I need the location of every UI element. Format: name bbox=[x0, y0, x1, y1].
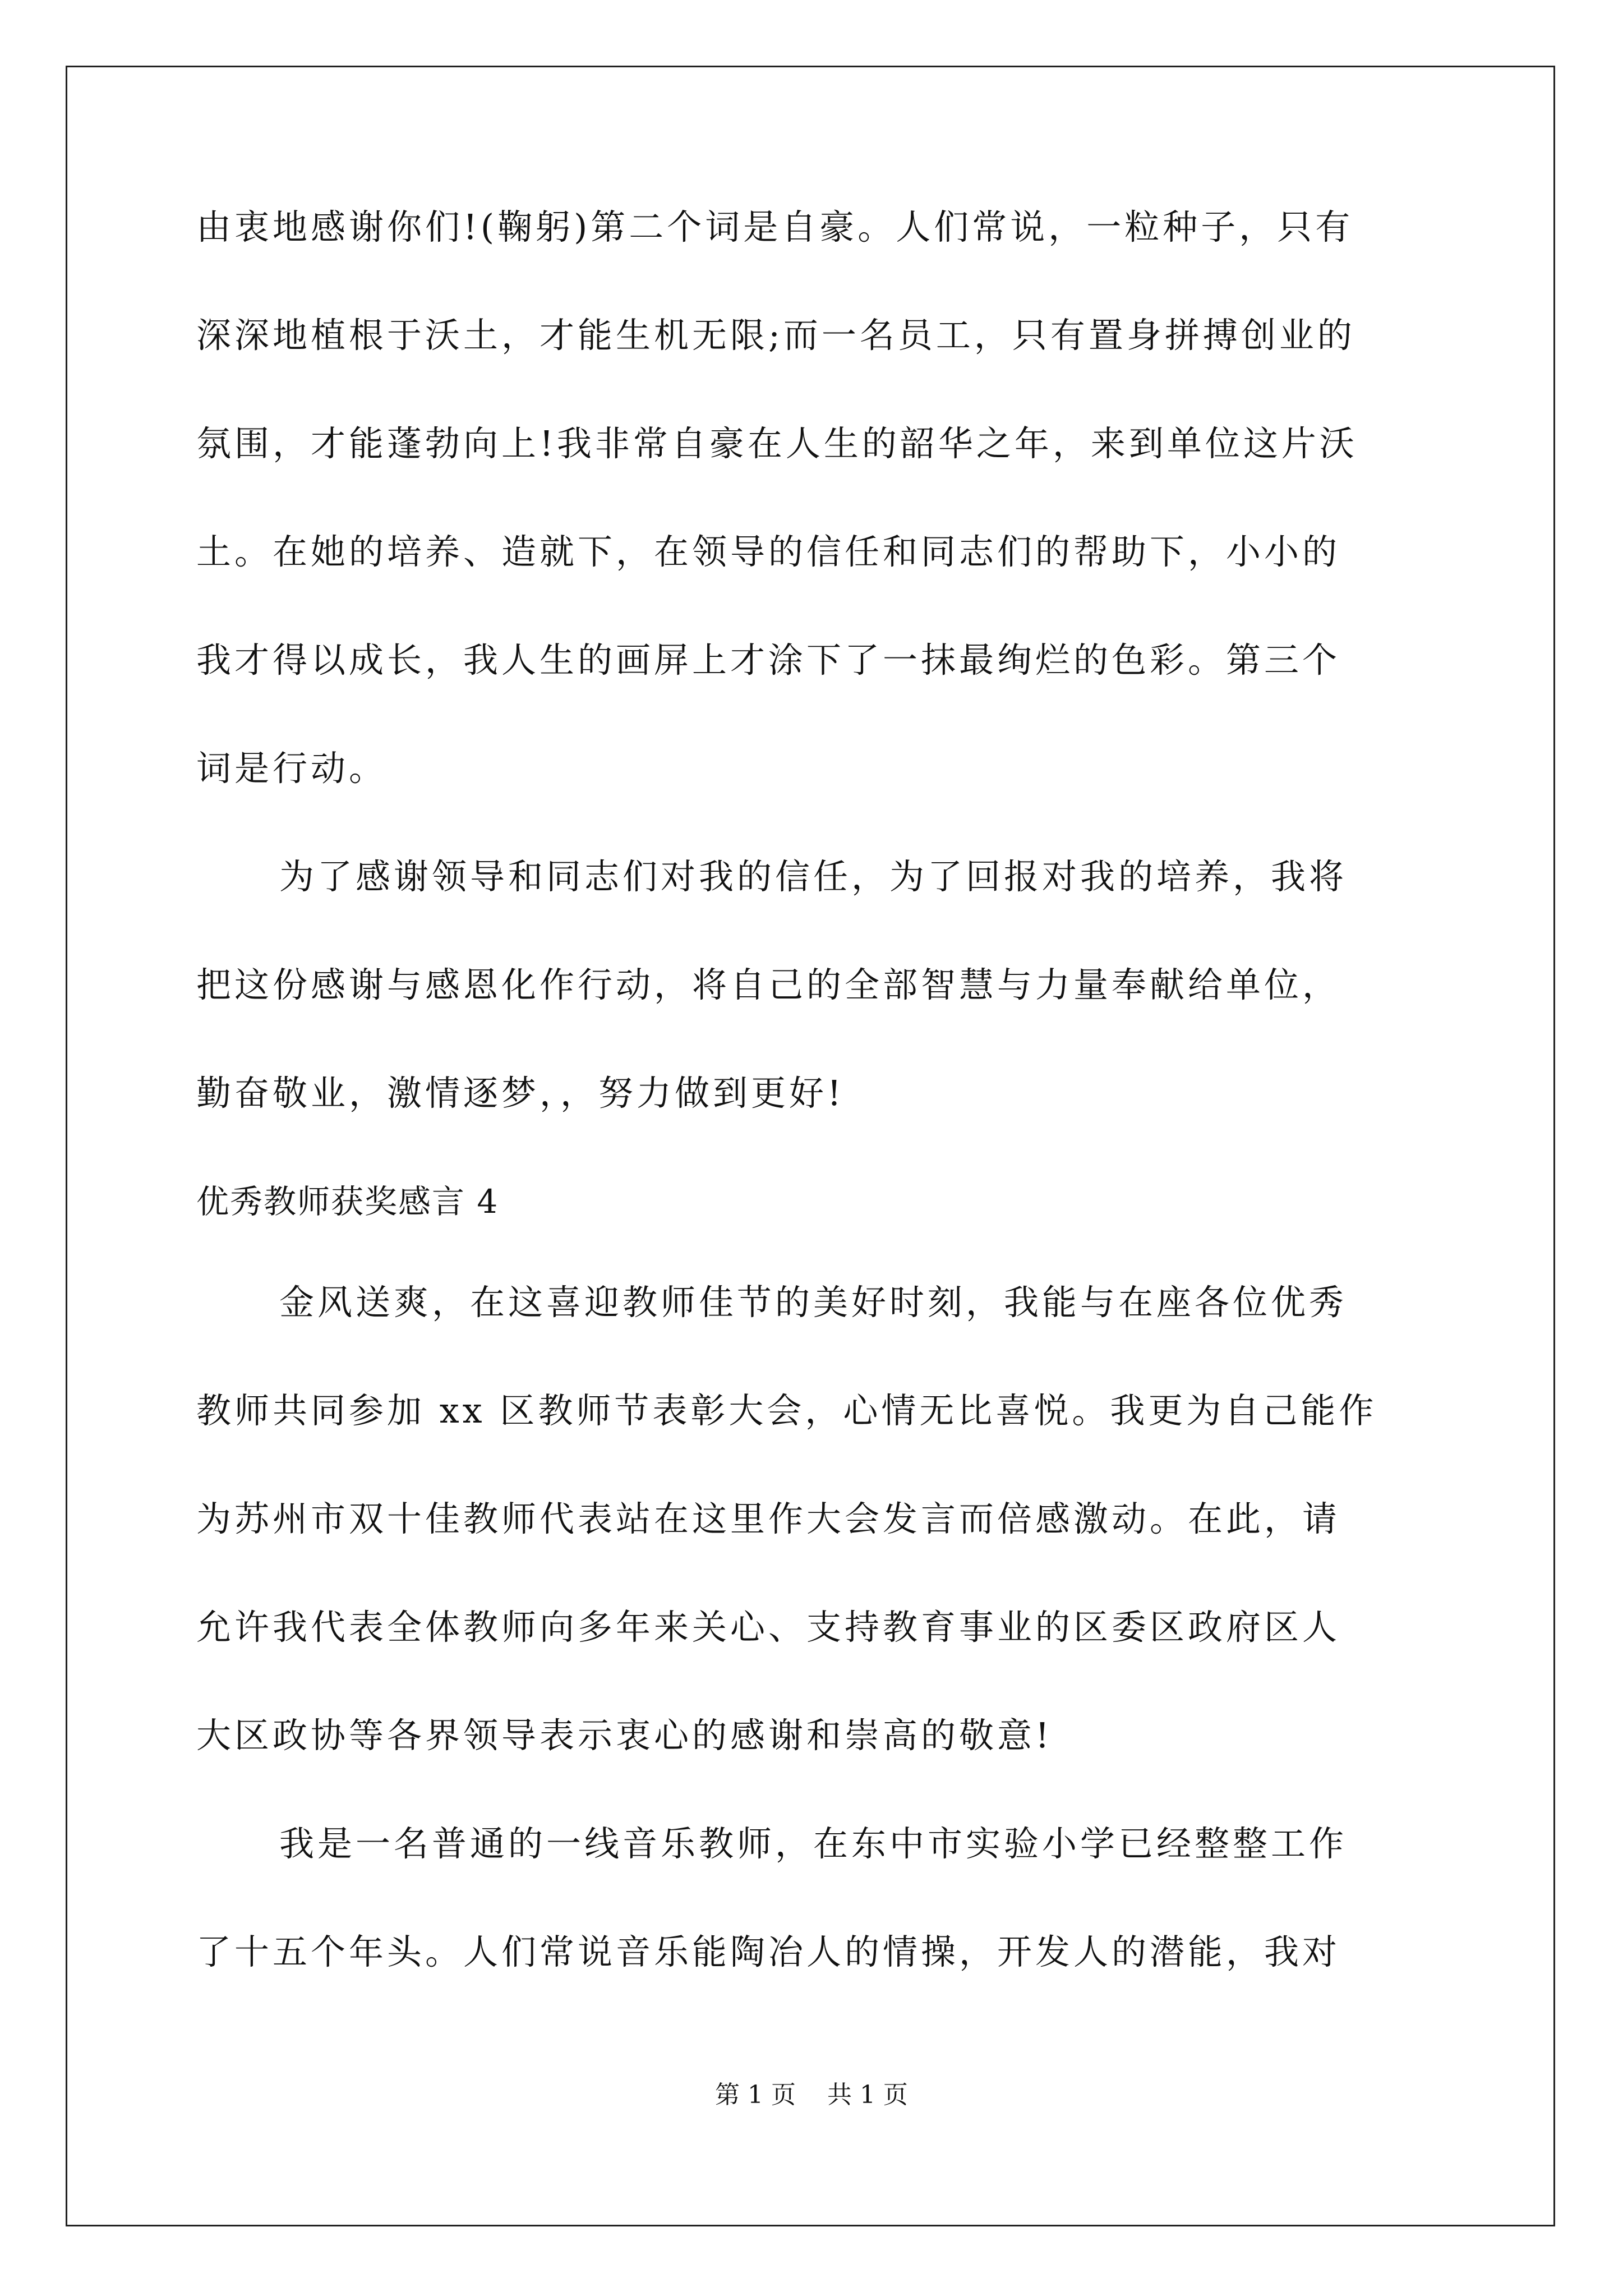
text-line: 金风送爽，在这喜迎教师佳节的美好时刻，我能与在座各位优秀 bbox=[279, 1282, 1348, 1323]
text-line: 把这份感谢与感恩化作行动，将自己的全部智慧与力量奉献给单位， bbox=[196, 964, 1341, 1005]
paragraph bbox=[196, 852, 1430, 1176]
document-body bbox=[196, 202, 1430, 2035]
text-line: 了十五个年头。人们常说音乐能陶冶人的情操，开发人的潜能，我对 bbox=[196, 1931, 1341, 1972]
text-line: 勤奋敬业，激情逐梦，，努力做到更好! bbox=[196, 1073, 845, 1114]
text-line: 土。在她的培养、造就下，在领导的信任和同志们的帮助下，小小的 bbox=[196, 531, 1341, 572]
paragraph bbox=[196, 1819, 1430, 2035]
text-line: 为了感谢领导和同志们对我的信任，为了回报对我的培养，我将 bbox=[279, 856, 1348, 897]
text-line: 我才得以成长，我人生的画屏上才涂下了一抹最绚烂的色彩。第三个 bbox=[196, 639, 1341, 680]
text-line: 氛围，才能蓬勃向上!我非常自豪在人生的韶华之年，来到单位这片沃 bbox=[196, 423, 1358, 464]
page-number: 第 1 页 共 1 页 bbox=[715, 2081, 908, 2109]
text-line: 深深地植根于沃土，才能生机无限;而一名员工，只有置身拼搏创业的 bbox=[196, 315, 1355, 356]
text-line: 教师共同参加 xx 区教师节表彰大会，心情无比喜悦。我更为自己能作 bbox=[196, 1390, 1377, 1431]
text-line: 词是行动。 bbox=[196, 748, 388, 789]
paragraph bbox=[196, 1277, 1430, 1819]
text-line: 允许我代表全体教师向多年来关心、支持教育事业的区委区政府区人 bbox=[196, 1607, 1341, 1648]
text-line: 大区政协等各界领导表示衷心的感谢和崇高的敬意! bbox=[196, 1715, 1053, 1756]
paragraph bbox=[196, 202, 1430, 852]
section-heading: 优秀教师获奖感言 4 bbox=[196, 1182, 499, 1221]
text-line: 由衷地感谢你们!(鞠躬)第二个词是自豪。人们常说，一粒种子，只有 bbox=[196, 206, 1354, 247]
text-line: 我是一名普通的一线音乐教师，在东中市实验小学已经整整工作 bbox=[279, 1823, 1348, 1864]
text-line: 为苏州市双十佳教师代表站在这里作大会发言而倍感激动。在此，请 bbox=[196, 1498, 1341, 1539]
